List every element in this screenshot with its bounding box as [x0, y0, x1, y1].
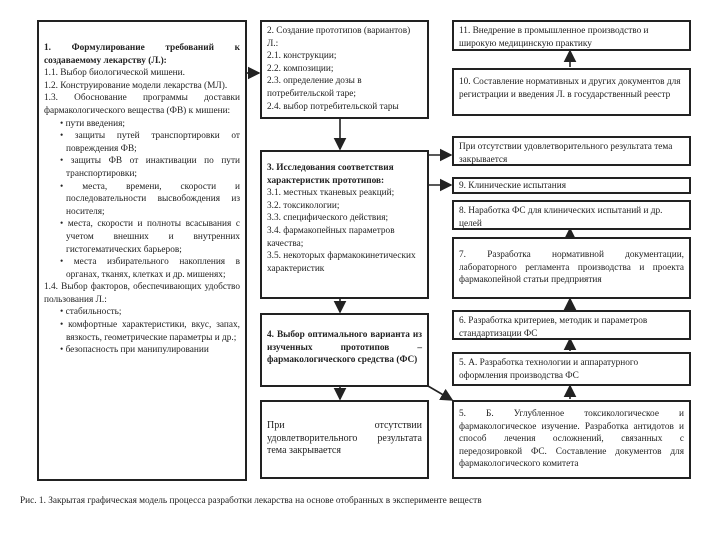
- figure-caption: Рис. 1. Закрытая графическая модель процесса разработки лекарства на основе отобранных в эксперименте веществ: [20, 496, 482, 506]
- bullet: • пути введения;: [60, 118, 125, 129]
- box-5a: [452, 352, 691, 386]
- item: 3.2. токсикологии;: [267, 200, 340, 211]
- item-1-4: 1.4. Выбор факторов, обеспечивающих удобство пользования Л.:: [44, 282, 240, 305]
- box-7: [452, 237, 691, 299]
- item-1-1: 1.1. Выбор биологической мишени.: [44, 68, 185, 79]
- box-11: [452, 20, 691, 51]
- box-9-text: 9. Клинические испытания: [459, 181, 567, 191]
- box-1-requirements: [37, 20, 247, 481]
- box-10: [452, 68, 691, 116]
- bullet: • места, скорости и полноты всасывания с учетом внешних и внутренних гистогематических барьеров;: [60, 219, 240, 255]
- item: 2.1. конструкции;: [267, 51, 337, 62]
- box-5a-text: 5. А. Разработка технологии и аппаратурного оформления производства ФС: [459, 358, 639, 381]
- item: 2.4. выбор потребительской тары: [267, 101, 399, 112]
- box-4-text: 4. Выбор оптимального варианта из изученных прототипов – фармакологического средства (ФС): [267, 330, 422, 366]
- item: 2.3. определение дозы в потребительской таре;: [267, 76, 362, 99]
- item: 2.2. композиции;: [267, 63, 334, 74]
- box-4-selection: [260, 313, 429, 387]
- item: 3.1. местных тканевых реакций;: [267, 188, 395, 199]
- box-close-middle: [260, 400, 429, 479]
- box-3-research: [260, 150, 429, 299]
- item: 3.4. фармакопейных параметров качества;: [267, 225, 395, 249]
- box-6: [452, 310, 691, 340]
- bullet: • безопасность при манипулировании: [60, 345, 209, 356]
- bullet: • стабильность;: [60, 307, 122, 318]
- box-8-text: 8. Наработка ФС для клинических испытаний и др. целей: [459, 206, 663, 229]
- box-9: [452, 177, 691, 194]
- box-5b: [452, 400, 691, 479]
- bullet: • места избирательного накопления в органах, тканях, клетках и др. мишенях;: [60, 257, 240, 280]
- box-1-title: 1. Формулирование требований к создаваемому лекарству (Л.):: [44, 43, 240, 66]
- item: 3.3. специфического действия;: [267, 213, 389, 224]
- box-8: [452, 200, 691, 230]
- box-2-title: 2. Создание прототипов (вариантов) Л.:: [267, 26, 411, 49]
- item-1-2: 1.2. Конструирование модели лекарства (МЛ).: [44, 80, 228, 91]
- box-close-middle-text: При отсутствии удовлетворительного результата тема закрывается: [267, 420, 422, 457]
- box-close-right-text: При отсутствии удовлетворительного результата тема закрывается: [459, 142, 673, 165]
- bullet: • комфортные характеристики, вкус, запах, вязкость, геометрические параметры и др.;: [60, 320, 240, 343]
- item: 3.5. некоторых фармакокинетических характеристик: [267, 251, 416, 274]
- bullet: • защиты ФВ от инактивации по пути транспортировки;: [60, 156, 240, 179]
- box-close-right: [452, 136, 691, 166]
- box-2-prototypes: [260, 20, 429, 119]
- box-10-text: 10. Составление нормативных и других документов для регистрации и введения Л. в государственный реестр: [459, 77, 681, 100]
- arrow-4-to-5b: [428, 386, 452, 400]
- box-3-title: 3. Исследования соответствия характеристик прототипов:: [267, 163, 394, 186]
- box-6-text: 6. Разработка критериев, методик и параметров стандартизации ФС: [459, 316, 648, 339]
- item-1-3: 1.3. Обоснование программы доставки фармакологического вещества (ФВ) к мишени:: [44, 93, 240, 116]
- bullet: • места, времени, скорости и последовательности высвобождения из носителя;: [60, 181, 240, 217]
- box-5b-text: 5. Б. Углубленное токсикологическое и фармакологическое изучение. Разработка антидотов и способ лечения осложнений, связанных с передозировкой ФС. Составление документов для фармакологического комитета: [459, 409, 684, 470]
- box-7-text: 7. Разработка нормативной документации, лабораторного регламента производства и проекта фармакопейной статьи предприятия: [459, 250, 684, 286]
- bullet: • защиты путей транспортировки от повреждения ФВ;: [60, 131, 240, 154]
- box-11-text: 11. Внедрение в промышленное производство и широкую медицинскую практику: [459, 26, 649, 49]
